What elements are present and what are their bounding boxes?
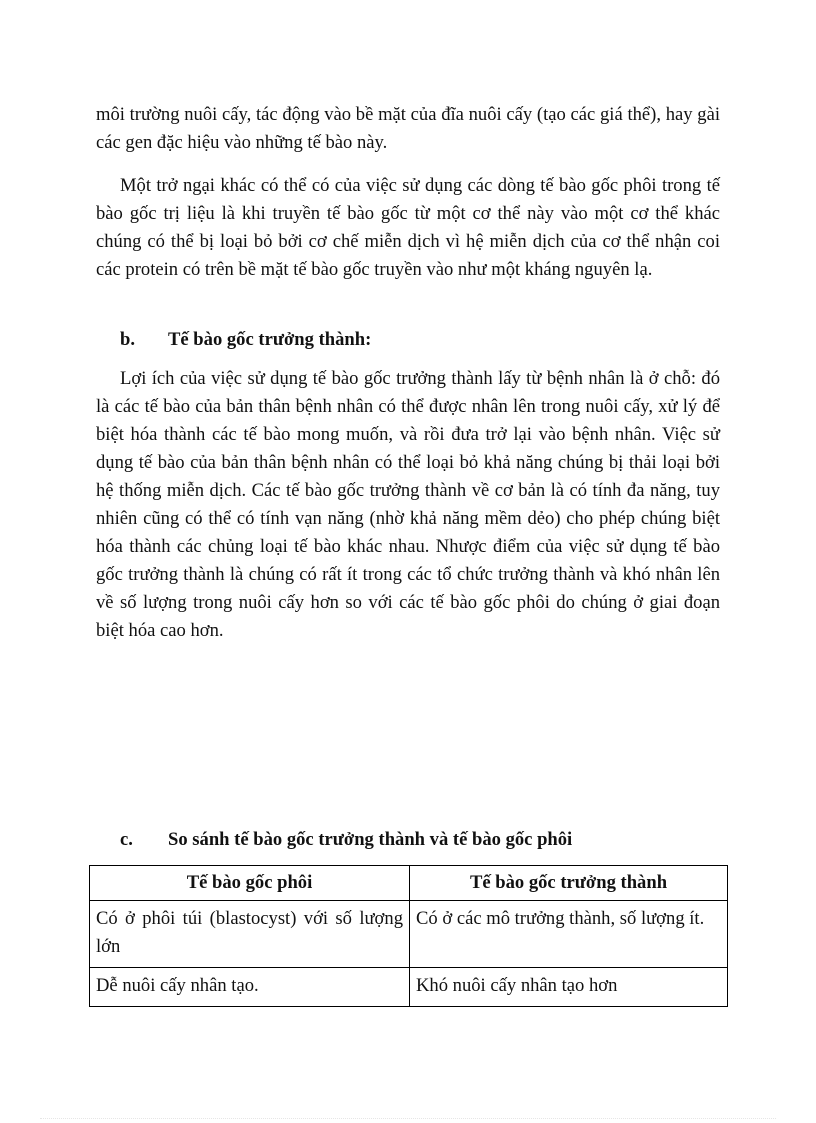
- comparison-table: [89, 865, 728, 1007]
- heading-adult-stem-cells: [120, 326, 371, 354]
- table-header-cell: Tế bào gốc phôi: [90, 866, 410, 901]
- page-bottom-divider: [40, 1118, 776, 1119]
- heading-letter-c: c.: [120, 829, 133, 850]
- table-header-cell: Tế bào gốc trưởng thành: [410, 866, 728, 901]
- paragraph-culture-methods: môi trường nuôi cấy, tác động vào bề mặt của đĩa nuôi cấy (tạo các giá thể), hay gài các gen đặc hiệu vào những tế bào này.: [96, 104, 720, 153]
- table-cell: Có ở các mô trưởng thành, số lượng ít.: [410, 901, 728, 968]
- table-header-row: [90, 866, 728, 901]
- heading-letter-b: b.: [120, 329, 135, 350]
- heading-title-c: So sánh tế bào gốc trưởng thành và tế bào gốc phôi: [168, 829, 573, 850]
- heading-comparison: [120, 826, 572, 854]
- table-row: [90, 901, 728, 968]
- paragraph-adult-stem-cell-benefits: Lợi ích của việc sử dụng tế bào gốc trưởng thành lấy từ bệnh nhân là ở chỗ: đó là các tế bào của bản thân bệnh nhân có thể được nhân lên trong nuôi cấy, xử lý để biệt hóa thành các tế bào mong muốn, và rồi đưa trở lại vào bệnh nhân. Việc sử dụng tế bào của bản thân bệnh nhân có thể loại bỏ khả năng chúng bị thải loại bởi hệ thống miễn dịch. Các tế bào gốc trưởng thành về cơ bản là có tính đa năng, tuy nhiên cũng có thể có tính vạn năng (nhờ khả năng mềm dẻo) cho phép chúng biệt hóa thành các chủng loại tế bào khác nhau. Nhược điểm của việc sử dụng tế bào gốc trưởng thành là chúng có rất ít trong các tổ chức trưởng thành và khó nhân lên về số lượng trong nuôi cấy hơn so với các tế bào gốc phôi do chúng ở giai đoạn biệt hóa cao hơn.: [96, 368, 720, 641]
- table-cell: Khó nuôi cấy nhân tạo hơn: [410, 968, 728, 1007]
- heading-title-b: Tế bào gốc trưởng thành:: [168, 329, 372, 350]
- paragraph-immune-rejection: Một trở ngại khác có thể có của việc sử dụng các dòng tế bào gốc phôi trong tế bào gốc trị liệu là khi truyền tế bào gốc từ một cơ thể này vào một cơ thể khác chúng có thể bị loại bỏ bởi cơ chế miễn dịch vì hệ miễn dịch của cơ thể nhận coi các protein có trên bề mặt tế bào gốc truyền vào như một kháng nguyên lạ.: [96, 175, 720, 280]
- table-cell: Dễ nuôi cấy nhân tạo.: [90, 968, 410, 1007]
- table-cell: Có ở phôi túi (blastocyst) với số lượng lớn: [90, 901, 410, 968]
- table-row: [90, 968, 728, 1007]
